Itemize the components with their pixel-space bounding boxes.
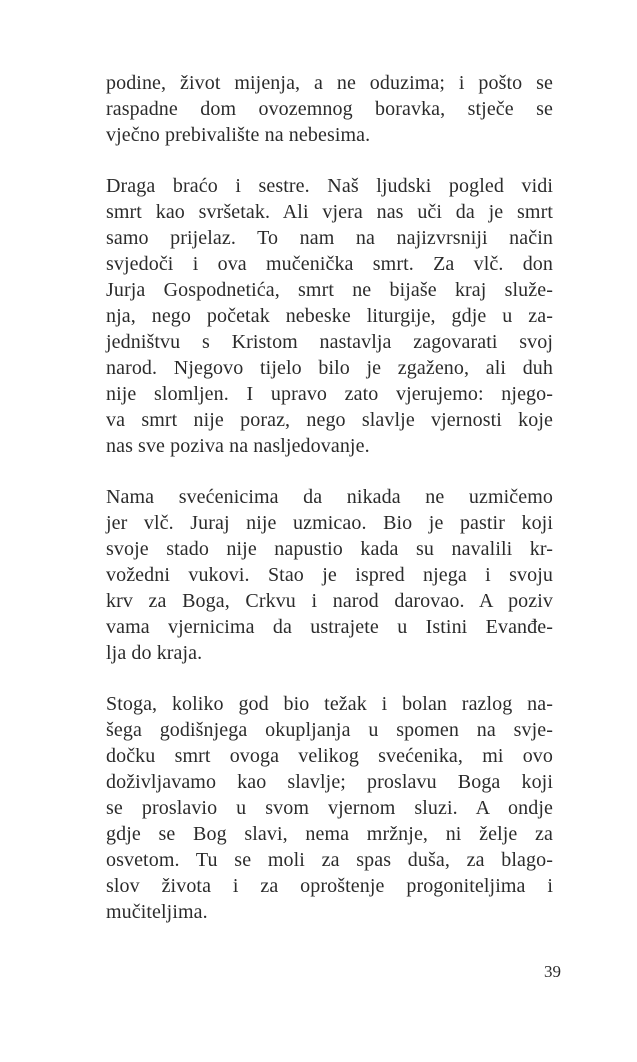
text-line: Draga braćo i sestre. Naš ljudski pogled vidi xyxy=(106,175,553,197)
text-line: va smrt nije poraz, nego slavlje vjernosti koje xyxy=(106,409,553,431)
body-text xyxy=(106,70,553,950)
text-line: jer vlč. Juraj nije uzmicao. Bio je pastir koji xyxy=(106,512,553,534)
text-line: svoje stado nije napustio kada su navalili kr- xyxy=(106,538,553,560)
text-line: nije slomljen. I upravo zato vjerujemo: njego- xyxy=(106,383,553,405)
text-line: vječno prebivalište na nebesima. xyxy=(106,124,371,146)
paragraph xyxy=(106,70,553,148)
paragraph xyxy=(106,173,553,459)
text-line: samo prijelaz. To nam na najizvrsniji način xyxy=(106,227,553,249)
page-number: 39 xyxy=(544,962,561,981)
text-line: Stoga, koliko god bio težak i bolan razlog na- xyxy=(106,693,553,715)
paragraph xyxy=(106,484,553,666)
text-line: Jurja Gospodnetića, smrt ne bijaše kraj služe- xyxy=(106,279,553,301)
text-line: se proslavio u svom vjernom sluzi. A ondje xyxy=(106,797,553,819)
text-line: lja do kraja. xyxy=(106,642,203,664)
text-line: smrt kao svršetak. Ali vjera nas uči da je smrt xyxy=(106,201,553,223)
text-line: vožedni vukovi. Stao je ispred njega i svoju xyxy=(106,564,553,586)
text-line: gdje se Bog slavi, nema mržnje, ni želje za xyxy=(106,823,553,845)
text-line: mučiteljima. xyxy=(106,901,208,923)
text-line: nja, nego početak nebeske liturgije, gdje u za- xyxy=(106,305,553,327)
text-line: dočku smrt ovoga velikog svećenika, mi ovo xyxy=(106,745,553,767)
text-line: raspadne dom ovozemnog boravka, stječe se xyxy=(106,98,553,120)
text-line: doživljavamo kao slavlje; proslavu Boga koji xyxy=(106,771,553,793)
text-line: Nama svećenicima da nikada ne uzmičemo xyxy=(106,486,553,508)
text-line: narod. Njegovo tijelo bilo je zgaženo, ali duh xyxy=(106,357,553,379)
text-line: krv za Boga, Crkvu i narod darovao. A poziv xyxy=(106,590,553,612)
text-line: šega godišnjega okupljanja u spomen na svje- xyxy=(106,719,553,741)
text-line: vama vjernicima da ustrajete u Istini Evanđe- xyxy=(106,616,553,638)
text-line: jedništvu s Kristom nastavlja zagovarati svoj xyxy=(106,331,553,353)
text-line: podine, život mijenja, a ne oduzima; i pošto se xyxy=(106,72,553,94)
paragraph xyxy=(106,691,553,925)
text-line: svjedoči i ova mučenička smrt. Za vlč. don xyxy=(106,253,553,275)
text-line: osvetom. Tu se moli za spas duša, za blago- xyxy=(106,849,553,871)
text-line: nas sve poziva na nasljedovanje. xyxy=(106,435,370,457)
text-line: slov života i za oproštenje progoniteljima i xyxy=(106,875,553,897)
